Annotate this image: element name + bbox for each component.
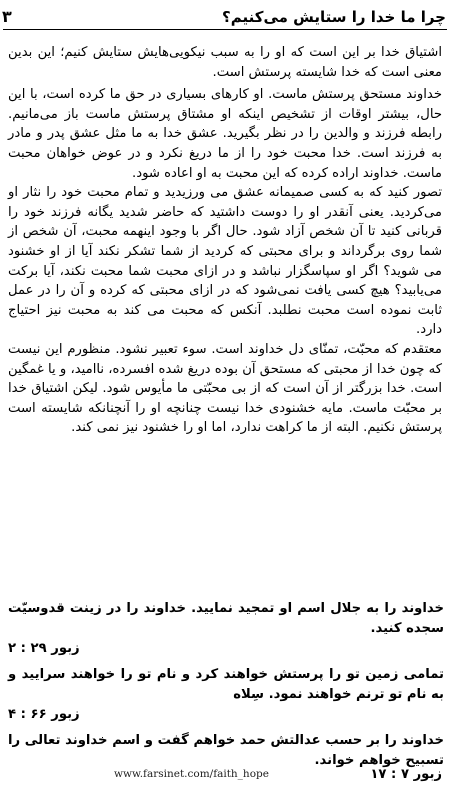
verse-text: تمامی زمین تو را پرستش خواهند کرد و نام تو را خواهند سرایید و به نام تو ترنم خواهند نمود. سِلاه <box>8 667 444 702</box>
verse-reference: زبور ۶۶ : ۴ <box>8 707 80 722</box>
verse-reference: زبور ۲۹ : ۲ <box>8 641 80 656</box>
verse-text: خداوند را بر حسب عدالتش حمد خواهم گفت و اسم خداوند تعالی را تسبیح خواهم خواند. <box>8 733 444 768</box>
paragraph: خداوند مستحق پرستش ماست. او کارهای بسیاری در حق ما کرده است، با این حال، بیشتر اوقات از تشخیص اینکه او مشتاق پرستش ماست باز می‌مانیم. رابطه فرزند و والدین را در نظر بگیرید. عشق خدا به ما مثل عشق پدر و مادر به فرزند است. خدا محبت خود را از ما دریغ نکرد و در عوض خواهان محبت ماست. خداوند اراده کرده که این محبت به او اعاده شود. <box>8 87 442 181</box>
footer-url: www.farsinet.com/faith_hope <box>114 768 269 780</box>
scripture-verses <box>8 599 444 771</box>
body-text <box>8 43 442 438</box>
verse-reference: زبور ۷ : ۱۷ <box>370 766 442 782</box>
page-header <box>2 2 446 26</box>
page-number: ۳ <box>2 7 12 26</box>
paragraph: تصور کنید که به کسی صمیمانه عشق می ورزیدید و تمام محبت خود را نثار او می‌کردید. یعنی آنقدر او را دوست داشتید که حاضر شدید یگانه فرزند خود را قربانی کنید تا آن شخص آزاد شود. حال اگر با وجود اینهمه محبت، آن شخص از شما روی برگرداند و برای محبتی که کردید از شما تشکر نکند آیا از او خشنود می شوید؟ اگر او سپاسگزار نباشد و در ازای محبت شما محبت نکند، آیا برکت می‌یابید؟ هیچ کسی یافت نمی‌شود که در ازای محبتی که کرده و آن را در عمل ثابت نموده است محبت نطلبد. آنکس که محبت می کند به محبت نیز احتیاج دارد. <box>8 185 442 338</box>
paragraph: معتقدم که محبّت، تمنّای دل خداوند است. سوء تعبیر نشود. منظورم این نیست که چون خدا از محبتی که مستحق آن بوده دریغ شده افسرده، ناامید، و یا غمگین است. خدا بزرگتر از آن است که از بی محبّتی ما مأیوس شود. لیکن اشتیاق خدا بر محبّت ماست. مایه خشنودی خدا نیست چنانچه او را آنچنانکه شایسته است پرستش نکنیم. البته از ما کراهت ندارد، اما او را خشنود نیز نمی کند. <box>8 341 442 436</box>
verse-text: خداوند را به جلال اسم او تمجید نمایید. خداوند را در زینت قدوسیّت سجده کنید. <box>8 601 444 636</box>
paragraph: اشتیاق خدا بر این است که او را به سبب نیکویی‌هایش ستایش کنیم؛ این بدین معنی است که خدا شایسته پرستش است. <box>8 45 442 80</box>
page-title: چرا ما خدا را ستایش می‌کنیم؟ <box>222 8 446 26</box>
page-footer <box>24 764 442 784</box>
header-rule <box>3 29 447 30</box>
